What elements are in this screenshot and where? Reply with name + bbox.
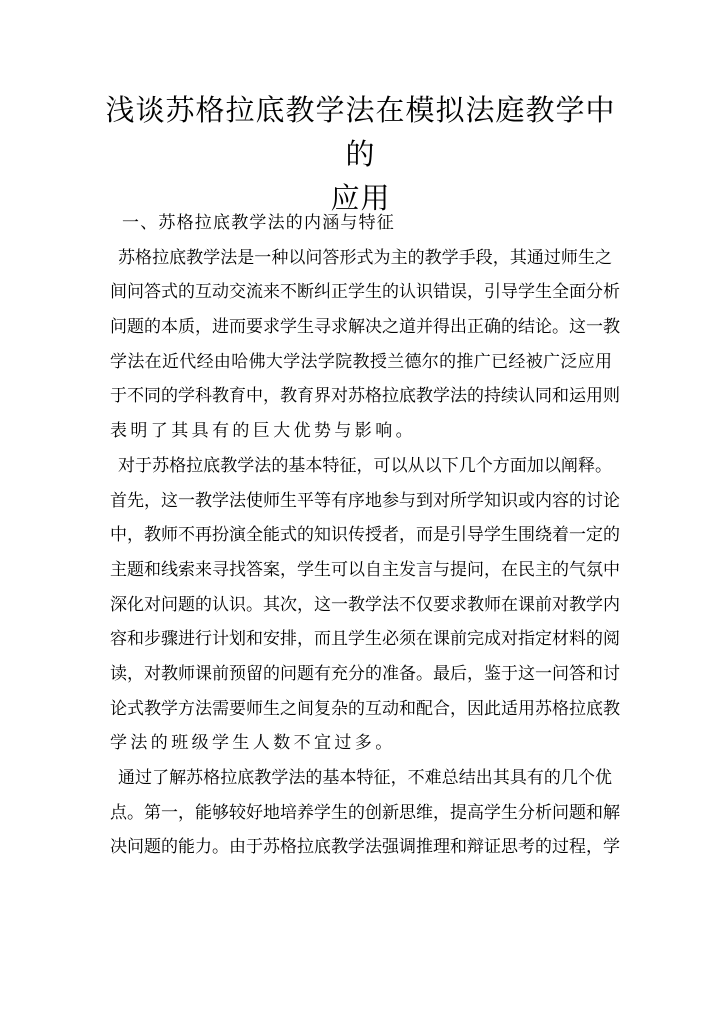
paragraph-line: 对于苏格拉底教学法的基本特征，可以从以下几个方面加以阐释。 — [118, 455, 612, 476]
title-line-2: 应用 — [330, 181, 391, 215]
title-line-1: 浅谈苏格拉底教学法在模拟法庭教学中的 — [105, 93, 616, 171]
paragraph-line: 论式教学方法需要师生之间复杂的互动和配合，因此适用苏格拉底教 — [110, 698, 620, 719]
paragraph-line: 间问答式的互动交流来不断纠正学生的认识错误，引导学生全面分析 — [110, 282, 620, 303]
paragraph-line: 深化对问题的认识。其次，这一教学法不仅要求教师在课前对教学内 — [110, 594, 620, 615]
paragraph-line: 表明了其具有的巨大优势与影响。 — [110, 421, 416, 442]
paragraph-2 — [110, 449, 620, 761]
paragraph-line: 学法的班级学生人数不宜过多。 — [110, 733, 396, 754]
paragraph-line: 问题的本质，进而要求学生寻求解决之道并得出正确的结论。这一教 — [110, 317, 620, 338]
paragraph-line: 点。第一，能够较好地培养学生的创新思维，提高学生分析问题和解 — [110, 802, 620, 823]
paragraph-line: 首先，这一教学法使师生平等有序地参与到对所学知识或内容的讨论 — [110, 490, 620, 511]
section-heading: 一、苏格拉底教学法的内涵与特征 — [122, 213, 395, 233]
paragraph-line: 学法在近代经由哈佛大学法学院教授兰德尔的推广已经被广泛应用 — [110, 351, 612, 372]
paragraph-line: 中，教师不再扮演全能式的知识传授者，而是引导学生围绕着一定的 — [110, 525, 620, 546]
paragraph-line: 主题和线索来寻找答案，学生可以自主发言与提问，在民主的气氛中 — [110, 559, 620, 580]
paragraph-line: 决问题的能力。由于苏格拉底教学法强调推理和辩证思考的过程，学 — [110, 837, 620, 858]
document-title — [100, 88, 621, 220]
paragraph-line: 于不同的学科教育中，教育界对苏格拉底教学法的持续认同和运用则 — [110, 386, 620, 407]
paragraph-line: 通过了解苏格拉底教学法的基本特征，不难总结出其具有的几个优 — [118, 768, 612, 788]
paragraph-1 — [110, 241, 620, 449]
paragraph-3 — [110, 761, 620, 865]
paragraph-line: 苏格拉底教学法是一种以问答形式为主的教学手段，其通过师生之 — [118, 247, 612, 268]
paragraph-line: 容和步骤进行计划和安排，而且学生必须在课前完成对指定材料的阅 — [110, 629, 620, 650]
document-body — [110, 206, 620, 865]
paragraph-line: 读，对教师课前预留的问题有充分的准备。最后，鉴于这一问答和讨 — [110, 663, 620, 684]
